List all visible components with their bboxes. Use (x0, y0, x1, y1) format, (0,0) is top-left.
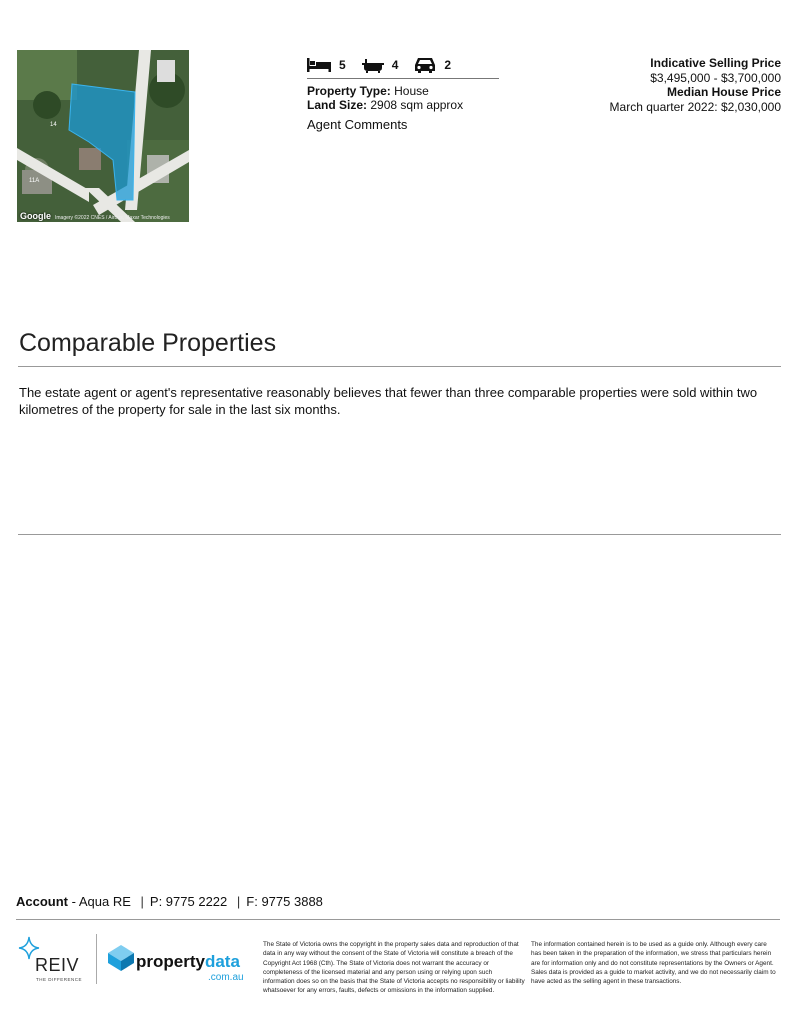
footer-divider (16, 919, 780, 920)
property-details (307, 84, 463, 112)
price-summary (610, 56, 781, 114)
map-image (17, 50, 189, 222)
section-divider (18, 366, 781, 367)
car-icon (414, 56, 436, 74)
account-name: - Aqua RE (71, 894, 131, 909)
land-size-value: 2908 sqm approx (370, 98, 464, 112)
propertydata-logo (136, 952, 240, 972)
property-features (307, 52, 499, 79)
feature-beds (307, 58, 346, 72)
baths-count: 4 (391, 58, 399, 72)
beds-count: 5 (339, 58, 346, 72)
land-size-label: Land Size: (307, 98, 368, 112)
bath-icon (362, 58, 384, 73)
map-label-14: 14 (50, 122, 57, 128)
land-size-row (307, 98, 463, 112)
agent-comments: Agent Comments (307, 117, 408, 132)
logo-divider (96, 934, 97, 984)
account-phone: P: 9775 2222 (149, 894, 228, 909)
indicative-price-value: $3,495,000 - $3,700,000 (650, 70, 781, 85)
comparable-text: The estate agent or agent's representative reasonably believes that fewer than three comparable properties were sold within two kilometres of the property for sale in the last six months. (19, 385, 758, 417)
section-divider (18, 534, 781, 535)
property-type-value: House (394, 84, 429, 98)
propertydata-icon (107, 944, 135, 972)
bed-icon (307, 58, 331, 72)
median-price-value: March quarter 2022: $2,030,000 (609, 99, 781, 114)
reiv-tagline: THE DIFFERENCE (36, 977, 83, 982)
feature-cars (414, 56, 451, 74)
account-label: Account (16, 894, 68, 909)
map-credit: Imagery ©2022 CNES / Airbus, Maxar Technologies (55, 215, 170, 221)
google-logo: Google (20, 211, 51, 221)
property-map (17, 50, 189, 222)
propertydata-logo-a: property (136, 952, 205, 971)
account-info (16, 894, 323, 909)
cars-count: 2 (444, 58, 452, 72)
feature-baths (362, 58, 399, 73)
map-label-11a: 11A (29, 178, 40, 184)
median-price-label: Median House Price (666, 85, 781, 99)
indicative-price-label: Indicative Selling Price (650, 56, 781, 70)
property-type-label: Property Type: (307, 84, 391, 98)
property-type-row (307, 84, 463, 98)
propertydata-domain: .com.au (208, 972, 244, 983)
disclaimer-guide: The information contained herein is to be used as a guide only. Although every care has been taken in the preparation of the information, we stress that particulars herein are for information only and do not constitute representations by the Owners or Agent. Sales data is provided as a guide to market activity, and we do not necessarily claim to have acted as the selling agent in these transactions. (531, 941, 776, 986)
reiv-text: REIV (35, 955, 80, 975)
separator: | (140, 894, 144, 909)
reiv-logo (17, 932, 89, 992)
separator: | (236, 894, 241, 909)
footer-logos (17, 932, 247, 992)
comparable-title: Comparable Properties (19, 329, 277, 357)
disclaimer-copyright: The State of Victoria owns the copyright in the property sales data and reproduction of that data in any way without the consent of the State of Victoria will constitute a breach of the Copyright Act 1968 (Cth). The State of Victoria does not warrant the accuracy or completeness of the licensed material and any person using or relying upon such information does so on the basis that the State of Victoria accepts no responsibility or liability whatsoever for any errors, faults, defects or omissions in the information supplied. (263, 941, 525, 995)
propertydata-logo-b: data (204, 952, 240, 971)
account-fax: F: 9775 3888 (246, 894, 323, 909)
